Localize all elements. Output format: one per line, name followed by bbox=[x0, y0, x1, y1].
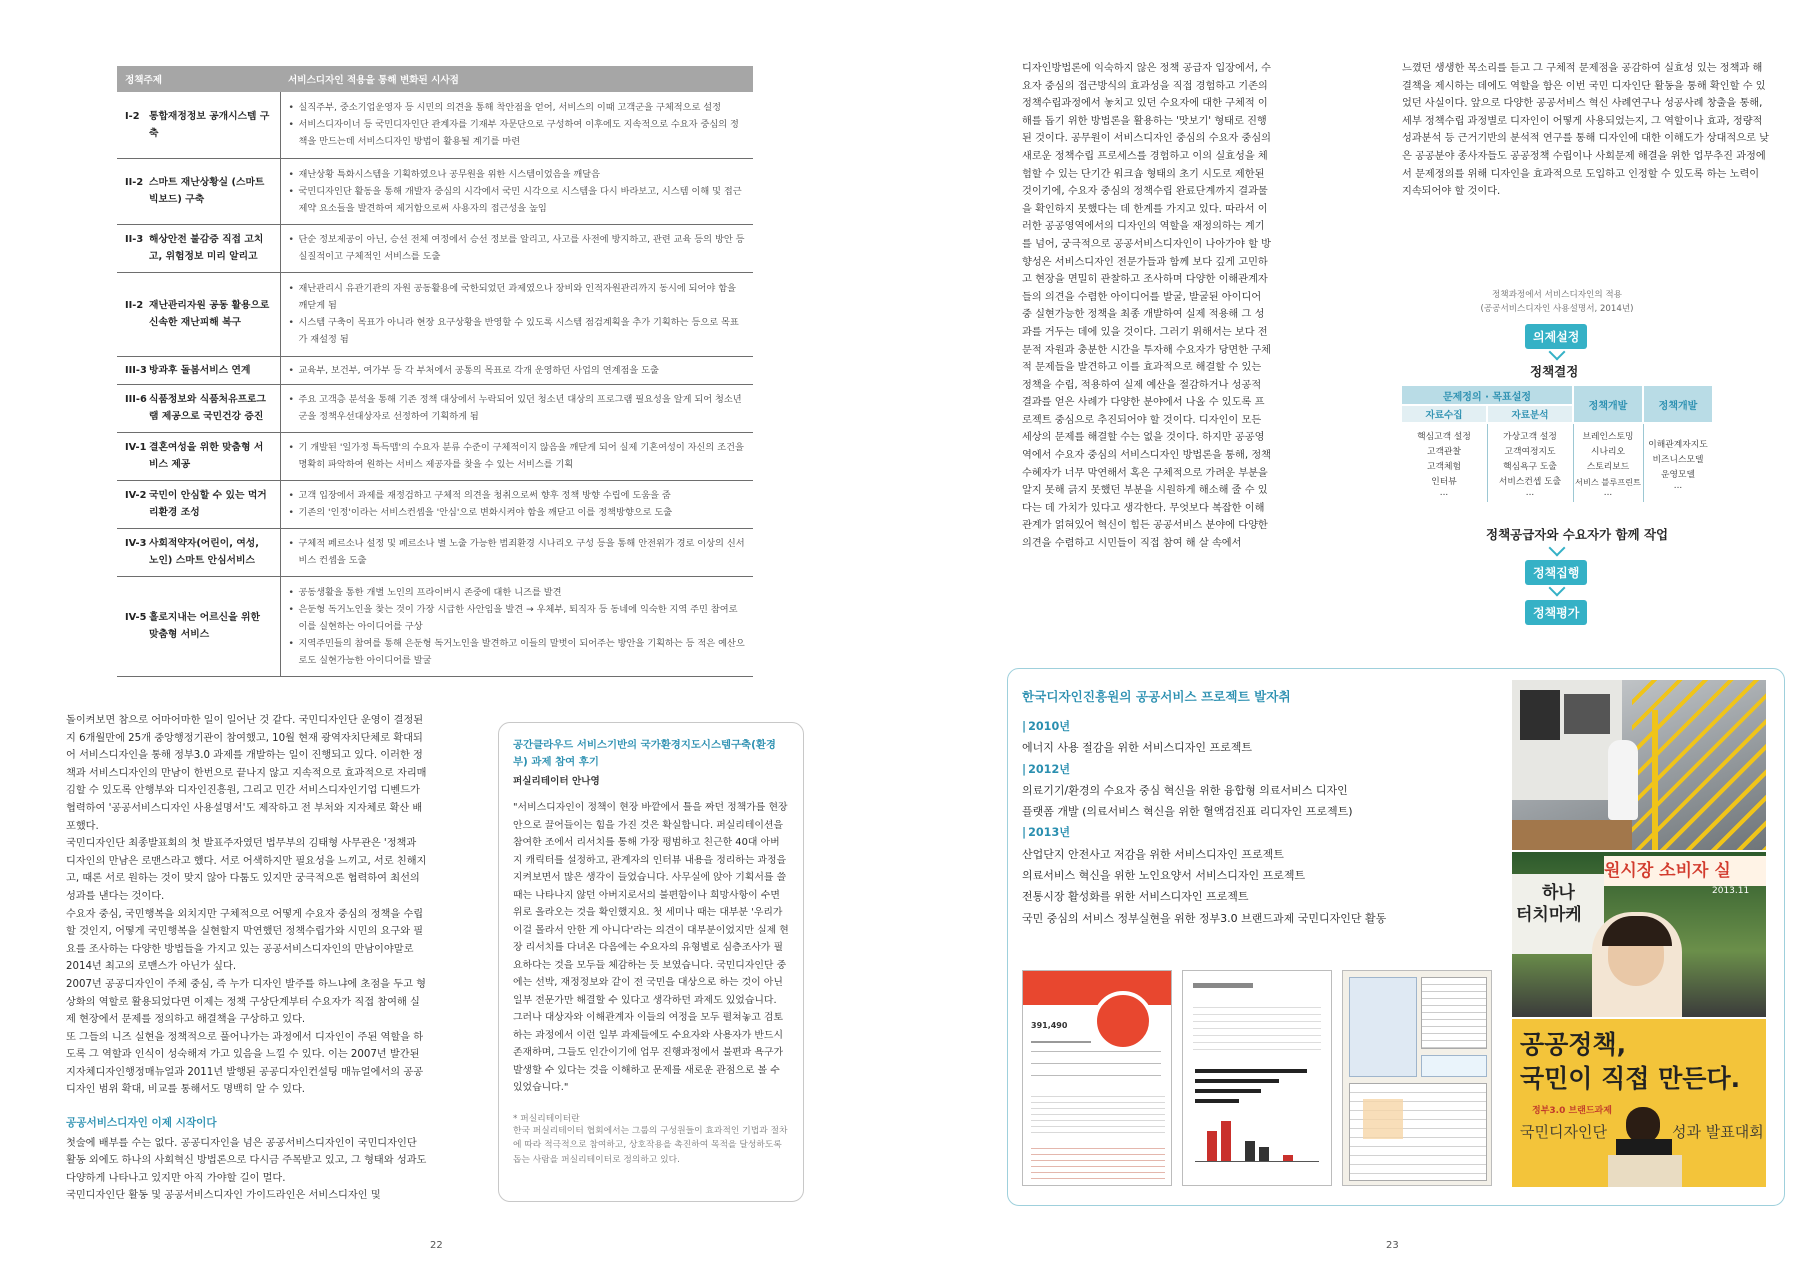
bullet: • 재난관리시 유관기관의 자원 공동활용에 국한되었던 과제였으나 장비와 인적자원관리까지 동시에 되어야 함을 깨닫게 됨 bbox=[289, 280, 746, 314]
grid-item: ... bbox=[1673, 481, 1683, 491]
table-row bbox=[117, 432, 753, 480]
topic-num: IV-5 bbox=[125, 612, 147, 623]
event-banner-line-1: 공공정책, bbox=[1520, 1030, 1627, 1059]
event-small-text: 정부3.0 브랜드과제 bbox=[1532, 1106, 1612, 1116]
table-header-topic: 정책주제 bbox=[117, 66, 280, 92]
implication-cell bbox=[280, 92, 753, 158]
health-report-thumbnail bbox=[1022, 970, 1172, 1186]
implication-cell bbox=[280, 356, 753, 384]
grid-item: ... bbox=[1525, 488, 1535, 498]
body-paragraph: 또 그들의 니즈 실현을 정책적으로 풀어나가는 과정에서 디자인이 주된 역할을 하도록 그 역할과 인식이 성숙해져 가고 있음을 느낄 수 있다. 이는 2007년 발간된 지자체디자인행정매뉴얼과 2011년 발행된 공공디자인컨설팅 매뉴얼에서의 공공디자인 범위 확대, 비교를 통해서도 명백히 알 수 있다. bbox=[66, 1031, 424, 1096]
step-policy-execution: 정책집행 bbox=[1525, 560, 1587, 585]
topic-label: 스마트 재난상황실 (스마트빅보드) 구축 bbox=[149, 177, 265, 205]
page-number-right: 23 bbox=[1386, 1240, 1399, 1251]
grid-item: 고객여정지도 bbox=[1504, 447, 1556, 457]
review-box bbox=[498, 722, 804, 1202]
grid-item: 스토리보드 bbox=[1586, 462, 1630, 472]
step-policy-evaluation: 정책평가 bbox=[1525, 600, 1587, 625]
implication-cell bbox=[280, 158, 753, 224]
bullet: • 국민디자인단 활동을 통해 개발자 중심의 시각에서 국민 시각으로 시스템을 다시 바라보고, 시스템 이해 및 접근 제약 요소들을 발견하여 제거함으로써 사용자의 접근성을 높임 bbox=[289, 183, 746, 217]
topic-num: III-3 bbox=[125, 364, 147, 376]
step-policy-decision: 정책결정 bbox=[1530, 364, 1579, 379]
event-banner-line-2: 국민이 직접 만든다. bbox=[1520, 1064, 1741, 1093]
topic-cell bbox=[117, 224, 280, 272]
body-paragraph: 국민디자인단 최종발표회의 첫 발표주자였던 법무부의 김태형 사무관은 '정책과 디자인의 만남은 로맨스라고 했다. 서로 어색하지만 필요성을 느끼고, 서로 친해지고, 때론 서로 원하는 것이 맞지 않아 다툼도 있지만 궁극적으론 협력하여 최선의 성과를 낸다는 것이다. bbox=[66, 838, 427, 902]
project-history-list bbox=[1022, 716, 1452, 929]
project-item: 의료서비스 혁신을 위한 노인요양서 서비스디자인 프로젝트 bbox=[1022, 869, 1306, 883]
implication-cell bbox=[280, 576, 753, 676]
project-item: 산업단지 안전사고 저감을 위한 서비스디자인 프로젝트 bbox=[1022, 847, 1284, 861]
market-banner-date: 2013.11 bbox=[1712, 886, 1750, 896]
review-author: 퍼실리테이터 안나영 bbox=[513, 776, 600, 787]
table-header-row bbox=[117, 66, 753, 92]
topic-cell bbox=[117, 272, 280, 356]
topic-num: III-6 bbox=[125, 394, 147, 405]
bullet: • 주요 고객층 분석을 통해 기존 정책 대상에서 누락되어 있던 청소년 대상의 프로그램 필요성을 알게 되어 청소년 군을 정책우선대상자로 선정하여 기획하게 됨 bbox=[289, 391, 746, 425]
table-row bbox=[117, 528, 753, 576]
project-item: 전통시장 활성화를 위한 서비스디자인 프로젝트 bbox=[1022, 890, 1249, 904]
right-body-column-1 bbox=[1022, 60, 1274, 553]
grid-item: 핵심고객 설정 bbox=[1417, 432, 1471, 442]
grid-item: 가상고객 설정 bbox=[1503, 432, 1557, 442]
table-row bbox=[117, 92, 753, 158]
diagram-caption: 정책과정에서 서비스디자인의 적용 bbox=[1492, 290, 1622, 300]
thumb-number: 391,490 bbox=[1031, 1021, 1068, 1030]
topic-cell bbox=[117, 356, 280, 384]
bullet: • 기 개발된 '일가정 특득맵'의 수요자 분류 수준이 구체적이지 않음을 깨닫게 되어 실제 기혼여성이 자신의 조건을 명확히 파악하여 원하는 서비스 제공자를 찾을 수 있는 서비스를 기획 bbox=[289, 439, 746, 473]
topic-num: IV-2 bbox=[125, 490, 147, 501]
bullet: • 구체적 페르소나 설정 및 페르소나 별 노출 가능한 범죄환경 시나리오 구성 등을 통해 안전위가 경로 이상의 신서비스 컨셉을 도출 bbox=[289, 535, 746, 569]
topic-cell bbox=[117, 432, 280, 480]
diagram-source: (공공서비스디자인 사용설명서, 2014년) bbox=[1480, 304, 1634, 314]
step-agenda-setting: 의제설정 bbox=[1525, 324, 1587, 349]
project-item: 의료기기/환경의 수요자 중심 혁신을 위한 융합형 의료서비스 디자인 bbox=[1022, 783, 1348, 797]
topic-label: 식품정보와 식품처유프로그램 제공으로 국민건강 증진 bbox=[149, 394, 266, 422]
review-title: 공간클라우드 서비스기반의 국가환경지도시스템구축(환경부) 과제 참여 후기 bbox=[513, 739, 776, 768]
safety-site-photo bbox=[1512, 680, 1766, 850]
market-side-text-2: 터치마케 bbox=[1516, 905, 1582, 925]
topic-label: 국민이 안심할 수 있는 먹거리환경 조성 bbox=[149, 490, 267, 518]
table-row bbox=[117, 480, 753, 528]
bullet: • 기존의 '인정'이라는 서비스컨셉을 '안심'으로 변화시켜야 함을 깨닫고 이를 정책방향으로 도출 bbox=[289, 504, 746, 521]
table-header-implications: 서비스디자인 적용을 통해 변화된 시사점 bbox=[280, 66, 753, 92]
presentation-event-photo bbox=[1512, 1019, 1766, 1187]
right-body-column-2 bbox=[1402, 60, 1770, 201]
bullet: • 은둔형 독거노인을 찾는 것이 가장 시급한 사안임을 발견 → 우체부, 퇴직자 등 동네에 익숙한 지역 주민 참여로 이를 실현하는 아이디어를 구상 bbox=[289, 601, 746, 635]
market-side-text-1: 하나 bbox=[1542, 883, 1575, 903]
grid-column-analysis bbox=[1488, 430, 1572, 496]
implication-cell bbox=[280, 224, 753, 272]
table-row bbox=[117, 272, 753, 356]
body-paragraph: 국민디자인단 활동 및 공공서비스디자인 가이드라인은 서비스디자인 및 bbox=[66, 1190, 381, 1202]
body-paragraph: 수요자 중심, 국민행복을 외치지만 구체적으로 어떻게 수요자 중심의 정책을 수립할 것인지, 어떻게 국민행복을 실현할지 막연했던 정책수립가와 시민의 요구와 필요를 조사하는 다양한 방법들을 가지고 있는 공공서비스디자인의 만남이야말로 2014년 최고의 로맨스가 아닌가 싶다. bbox=[66, 908, 424, 973]
grid-column-development-2 bbox=[1644, 438, 1712, 489]
grid-item: 고객체험 bbox=[1427, 462, 1461, 472]
grid-sub-data-analysis: 자료분석 bbox=[1488, 406, 1572, 422]
market-event-photo bbox=[1512, 852, 1766, 1017]
grid-item: 핵심욕구 도출 bbox=[1503, 462, 1557, 472]
project-year: | 2012년 bbox=[1022, 759, 1452, 780]
topic-label: 사회적약자(어린이, 여성, 노인) 스마트 안심서비스 bbox=[149, 538, 259, 566]
project-item: 플랫폼 개발 (의료서비스 혁신을 위한 혈액검진표 리디자인 프로젝트) bbox=[1022, 805, 1353, 819]
project-year: | 2010년 bbox=[1022, 716, 1452, 737]
body-paragraph: 느꼈던 생생한 목소리를 듣고 그 구체적 문제점을 공감하여 실효성 있는 정책과 해결책을 제시하는 데에도 역할을 함은 이번 국민 디자인단 활동을 통해 확인할 수 있었던 사실이다. 앞으로 다양한 공공서비스 혁신 사례연구나 성공사례 창출을 통해, 세부 정책수립 과정별로 디자인이 어떻게 사용되었는지, 그 역할이나 효과, 정량적 성과분석 등 근거기반의 분석적 연구를 통해 디자인에 대한 이해도가 상대적으로 낮은 공공분야 종사자들도 공공정책 수립이나 사회문제 해결을 위한 업무추진 과정에서 문제정의를 위해 디자인을 효과적으로 도입하고 인정할 수 있도록 하는 노력이 지속되어야 할 것이다. bbox=[1402, 63, 1769, 198]
page-number-left: 22 bbox=[430, 1240, 443, 1251]
project-year: | 2013년 bbox=[1022, 822, 1452, 843]
topic-cell bbox=[117, 576, 280, 676]
grid-column-development-1 bbox=[1574, 430, 1642, 496]
implication-cell bbox=[280, 480, 753, 528]
table-row bbox=[117, 356, 753, 384]
topic-cell bbox=[117, 480, 280, 528]
grid-item: ... bbox=[1603, 488, 1613, 498]
table-row bbox=[117, 224, 753, 272]
implication-cell bbox=[280, 272, 753, 356]
grid-item: 이해관계자지도 bbox=[1648, 440, 1708, 450]
grid-item: 인터뷰 bbox=[1431, 477, 1457, 487]
topic-num: II-2 bbox=[125, 177, 144, 188]
bullet: • 단순 정보제공이 아닌, 승선 전체 여정에서 승선 정보를 알리고, 사고를 사전에 방지하고, 관련 교육 등의 방안 등 실질적이고 구체적인 서비스를 도출 bbox=[289, 231, 746, 265]
form-document-thumbnail bbox=[1342, 970, 1492, 1186]
bullet: • 서비스디자이너 등 국민디자인단 관계자를 기재부 자문단으로 구성하여 이후에도 지속적으로 수요자 중심의 정책을 만드는데 서비스디자인 방법이 활용될 계기를 마련 bbox=[289, 116, 746, 150]
topic-label: 홀로지내는 어르신을 위한 맞춤형 서비스 bbox=[149, 612, 260, 640]
grid-item: 비즈니스모델 bbox=[1652, 455, 1704, 465]
topic-label: 통합재정정보 공개시스템 구축 bbox=[149, 110, 270, 139]
grid-head-problem-definition: 문제정의 · 목표설정 bbox=[1402, 386, 1572, 404]
body-paragraph: 2007년 공공디자인이 주체 중심, 즉 누가 디자인 발주를 하느냐에 초점을 두고 형상화의 역할로 활용되었다면 이제는 정책 구상단계부터 수요자가 직접 참여해 실제 현장에서 문제를 정의하고 해결책을 구상하고 있다. bbox=[66, 978, 427, 1026]
table-row bbox=[117, 576, 753, 676]
topic-num: II-3 bbox=[125, 234, 144, 245]
implication-cell bbox=[280, 432, 753, 480]
topic-num: IV-3 bbox=[125, 538, 147, 549]
section-heading: 공공서비스디자인 이제 시작이다 bbox=[66, 1117, 217, 1130]
bullet: • 고객 입장에서 과제를 재정검하고 구체적 의견을 청취으로써 향후 정책 방향 수립에 도움을 줌 bbox=[289, 487, 746, 504]
bullet: • 재난상황 특화시스템을 기획하였으나 공무원을 위한 시스템이었음을 깨달음 bbox=[289, 166, 746, 183]
grid-item: 서비스컨셉 도출 bbox=[1498, 477, 1562, 487]
body-paragraph: 첫술에 배부를 수는 없다. 공공디자인을 넘은 공공서비스디자인이 국민디자인단 활동 외에도 하나의 사회혁신 방법론으로 다시금 주목받고 있고, 그 형태와 성과도 다양하게 나타나고 있지만 아직 가야할 길이 멀다. bbox=[66, 1137, 427, 1184]
topic-cell bbox=[117, 92, 280, 158]
bullet: • 공동생활을 통한 개별 노인의 프라이버시 존중에 대한 니즈를 발견 bbox=[289, 584, 746, 601]
left-body-column bbox=[66, 712, 428, 1205]
chart-report-thumbnail bbox=[1182, 970, 1332, 1186]
implication-cell bbox=[280, 528, 753, 576]
event-podium-text-a: 국민디자인단 bbox=[1520, 1123, 1607, 1141]
bullet: • 시스템 구축이 목표가 아니라 현장 요구상황을 반영할 수 있도록 시스템 점검계획을 추가 기획하는 등으로 목표가 재설정 됨 bbox=[289, 314, 746, 348]
topic-label: 결혼여성을 위한 맞춤형 서비스 제공 bbox=[149, 442, 264, 470]
grid-column-collection bbox=[1402, 430, 1486, 496]
table-row bbox=[117, 158, 753, 224]
bullet: • 실직주부, 중소기업운영자 등 시민의 의견을 통해 착안점을 얻어, 서비스의 이때 고객군을 구체적으로 설정 bbox=[289, 99, 746, 116]
event-podium-text-b: 성과 발표대회 bbox=[1672, 1123, 1764, 1141]
bullet: • 지역주민들의 참여를 통해 은둔형 독거노인을 발견하고 이들의 말벗이 되어주는 방안을 기획하는 등 적은 예산으로도 실현가능한 아이디어를 발굴 bbox=[289, 635, 746, 669]
grid-item: 서비스 블루프린트 bbox=[1575, 477, 1641, 487]
table-row bbox=[117, 384, 753, 432]
bullet: • 교육부, 보건부, 여가부 등 각 부처에서 공통의 목표로 각개 운영하던 사업의 연계점을 도출 bbox=[289, 362, 746, 379]
grid-item: ... bbox=[1439, 488, 1449, 498]
project-item: 국민 중심의 서비스 정부실현을 위한 정부3.0 브랜드과제 국민디자인단 활동 bbox=[1022, 911, 1387, 925]
review-note-title: * 퍼실리테이터란 bbox=[513, 1113, 580, 1124]
project-item: 에너지 사용 절감을 위한 서비스디자인 프로젝트 bbox=[1022, 741, 1253, 755]
review-note: 한국 퍼실리테이터 협회에서는 그룹의 구성원들이 효과적인 기법과 절차에 따라 적극적으로 참여하고, 상호작용을 촉진하여 목적을 달성하도록 돕는 사람을 퍼실리테이터로 정의하고 있다. bbox=[513, 1125, 788, 1165]
topic-num: IV-1 bbox=[125, 442, 147, 453]
topic-label: 해상안전 불감증 직접 고치고, 위험정보 미리 알리고 bbox=[149, 234, 264, 262]
review-body: "서비스디자인이 정책이 현장 바깥에서 틀을 짜던 정책가를 현장 안으로 끌어들이는 힘을 가진 것은 확실합니다. 퍼실리테이션을 참여한 조에서 리서치를 통해 가장 평범하고 친근한 40대 아버지 캐릭터를 설정하고, 관계자의 인터뷰 내용을 정리하는 과정을 지켜보면서 많은 생각이 들었습니다. 사무실에 앉아 기획서를 쓸 때는 나타나지 않던 아버지로서의 불편함이나 희망사항이 수면 위로 올라오는 것을 확인했지요. 첫 세미나 때는 대부분 '우리가 이걸 몰라서 안한 게 아니다'라는 의견이 대부분이었지만 실제 현장 리서치를 다녀온 다음에는 수요자의 유형별로 심층조사가 필요하다는 것을 모두들 체감하는 듯 보였습니다. 국민디자인단 중에는 선박, 재정정보와 같이 전 국민을 대상으로 하는 것이 아닌 일부 전문가만 해결할 수 있다고 생각하던 과제도 있었습니다. 그러나 대상자와 이해관계자 이들의 여정을 모두 펼쳐놓고 검토하는 과정에서 이런 일부 과제들에도 수요자와 사용자가 반드시 존재하며, 그들도 인간이기에 업무 진행과정에서 불편과 욕구가 발생할 수 있다는 것을 이해하고 문제를 새로운 관점으로 볼 수 있었습니다." bbox=[513, 802, 789, 1093]
grid-sub-data-collection: 자료수집 bbox=[1402, 406, 1486, 422]
body-paragraph: 디자인방법론에 익숙하지 않은 정책 공급자 입장에서, 수요자 중심의 접근방식의 효과성을 직접 경험하고 기존의 정책수립과정에서 놓치고 있던 수요자에 대한 구체적 이해를 돕기 위한 방법론을 활용하는 '맛보기' 형태로 진행된 것이다. 공무원이 서비스디자인 중심의 수요자 중심의 새로운 정책수립 프로세스를 경험하고 이의 실효성을 체험할 수 있는 단기간 워크숍 형태의 초기 시도로 제한된 것이기에, 수요자 중심의 정책수립 완료단계까지 결과물을 확인하지 못했다는 데 한계를 가지고 있다. 따라서 이러한 공공영역에서의 디자인의 역할을 재정의하는 계기를 넘어, 궁극적으로 공공서비스디자인이 나아가야 할 방향성은 서비스디자인 전문가들과 함께 보다 깊게 고민하고 현장을 면밀히 관찰하고 조사하며 다양한 이해관계자들의 의견을 수렴한 아이디어를 발굴, 발굴된 아이디어 중 실현가능한 정책을 최종 개발하여 실제 적용해 그 성과를 거두는 데에 있을 것이다. 그러기 위해서는 보다 전문적 자원과 충분한 시간을 투자해 수요자가 당면한 구체적 문제들을 발견하고 이를 효과적으로 해결할 수 있는 정책을 수립, 적용하여 실제 예산을 절감하거나 성공적 결과를 얻은 사례가 다양한 분야에서 나올 수 있도록 프로젝트 중심으로 추진되어야 할 것이다. 디자인이 모든 세상의 문제를 해결할 수는 없을 것이다. 하지만 공공영역에서 수요자 중심의 서비스디자인 방법론을 통해, 정책 수혜자가 너무 막연해서 혹은 구체적으로 가려운 부분을 알지 못해 긁지 못했던 부분을 시원하게 해소해 줄 수 있다는 데 가치가 있다고 생각한다. 무엇보다 복잡한 이해관계가 얽혀있어 혁신이 힘든 공공서비스 분야에 다양한 의견을 수렴하고 시민들이 직접 참여 해 살 속에서 bbox=[1022, 63, 1272, 550]
collaboration-label: 정책공급자와 수요자가 함께 작업 bbox=[1486, 527, 1669, 542]
policy-process-diagram bbox=[1402, 288, 1712, 618]
grid-head-policy-development-1: 정책개발 bbox=[1574, 386, 1642, 422]
topic-cell bbox=[117, 158, 280, 224]
topic-num: II-2 bbox=[125, 300, 144, 311]
policy-table bbox=[117, 66, 753, 677]
market-banner: 원시장 소비자 실 bbox=[1604, 856, 1766, 886]
body-paragraph: 돌이켜보면 참으로 어마어마한 일이 일어난 것 같다. 국민디자인단 운영이 결정된 지 6개월만에 25개 중앙행정기관이 참여했고, 10월 현재 광역자치단체로 확대되어 서비스디자인을 통해 정부3.0 과제를 개발하는 일이 진행되고 있다. 이러한 정책과 서비스디자인의 만남이 한번으로 끝나지 않고 지속적으로 효과적으로 자리매김할 수 있도록 안행부와 디자인진흥원, 그리고 민간 서비스디자인기업 디벤드가 협력하여 '공공서비스디자인 사용설명서'도 제작하고 전 부처와 지자체로 확산 배포했다. bbox=[66, 715, 427, 832]
topic-cell bbox=[117, 528, 280, 576]
topic-cell bbox=[117, 384, 280, 432]
implication-cell bbox=[280, 384, 753, 432]
grid-head-policy-development-2: 정책개발 bbox=[1644, 386, 1712, 422]
project-history-title: 한국디자인진흥원의 공공서비스 프로젝트 발자취 bbox=[1022, 689, 1291, 704]
grid-item: 고객관찰 bbox=[1427, 447, 1461, 457]
grid-item: 시나리오 bbox=[1591, 447, 1625, 457]
topic-num: I-2 bbox=[125, 110, 140, 122]
topic-label: 방과후 돌봄서비스 연계 bbox=[149, 364, 251, 376]
grid-item: 운영모델 bbox=[1661, 470, 1695, 480]
grid-item: 브레인스토밍 bbox=[1582, 432, 1634, 442]
topic-label: 재난관리자원 공동 활용으로 신속한 재난피해 복구 bbox=[149, 300, 270, 328]
